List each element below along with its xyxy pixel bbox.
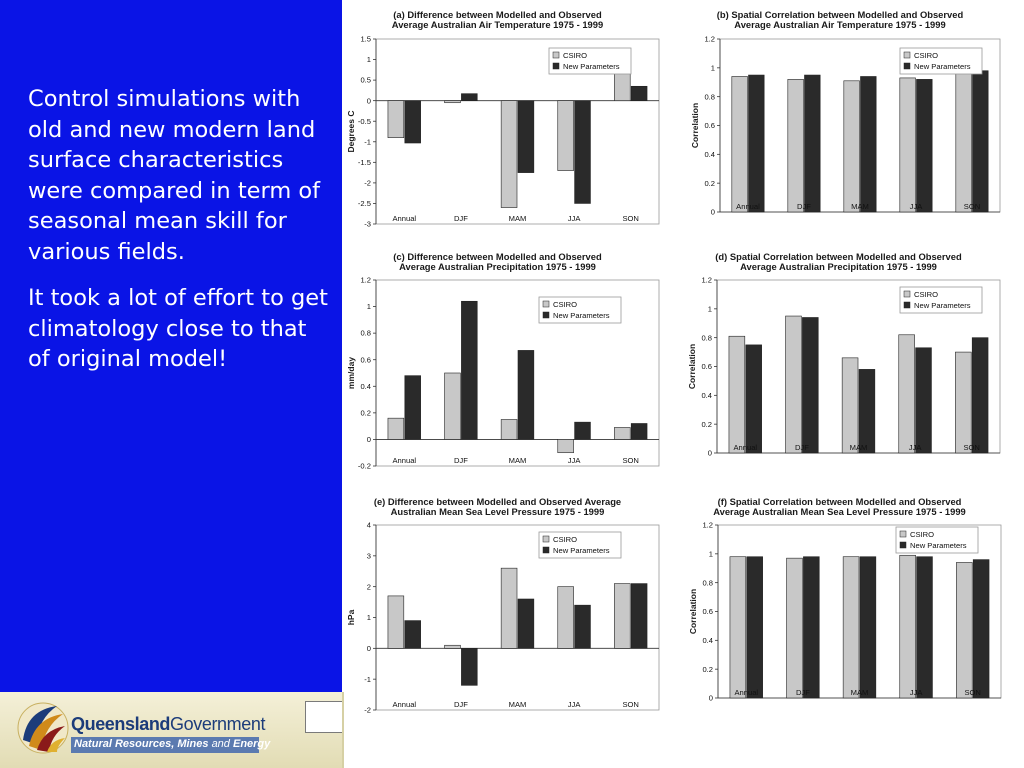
paragraph-2: It took a lot of effort to get climatology close to that of original model!	[28, 285, 328, 372]
chart-title-line: Average Australian Precipitation 1975 - 1999	[740, 261, 937, 272]
legend-entry: CSIRO	[553, 300, 578, 309]
y-tick-label: -2.5	[357, 199, 371, 209]
category-label: Annual	[736, 202, 760, 211]
bar-new-parameters	[973, 560, 989, 698]
legend-entry: New Parameters	[553, 311, 610, 320]
legend-swatch	[900, 542, 906, 548]
chart-title-line: (d) Spatial Correlation between Modelled and Observed	[715, 251, 962, 262]
bar-csiro	[729, 336, 745, 453]
chart-c-precipitation-difference	[344, 246, 664, 477]
y-tick-label: 1	[366, 302, 371, 312]
legend-swatch	[543, 301, 549, 307]
bar-csiro	[614, 584, 630, 649]
chart-e-pressure-difference	[344, 491, 664, 722]
slide-body-text	[28, 84, 328, 391]
chart-b-temperature-correlation	[686, 4, 1006, 235]
category-label: MAM	[508, 456, 527, 465]
y-tick-label: 0	[366, 96, 371, 106]
y-tick-label: 1.2	[701, 275, 712, 285]
y-tick-label: 0.6	[704, 121, 715, 131]
bar-new-parameters	[405, 621, 421, 649]
legend-entry: CSIRO	[563, 51, 588, 60]
chart-title-line: (b) Spatial Correlation between Modelled and Observed	[716, 9, 964, 20]
y-tick-label: 1	[707, 304, 712, 314]
bar-csiro	[558, 587, 574, 649]
y-axis-label: Correlation	[688, 588, 698, 635]
legend-swatch	[900, 531, 906, 537]
bar-csiro	[445, 101, 461, 103]
bar-csiro	[445, 645, 461, 648]
chart-svg	[344, 4, 664, 230]
bar-new-parameters	[860, 557, 876, 698]
category-label: SON	[622, 700, 639, 709]
category-label: Annual	[734, 688, 759, 697]
chart-title-line: Average Australian Precipitation 1975 - 1999	[399, 261, 596, 272]
bar-csiro	[730, 557, 746, 698]
bar-new-parameters	[575, 422, 591, 439]
bar-csiro	[558, 439, 574, 452]
category-label: SON	[964, 688, 981, 697]
category-label: Annual	[392, 456, 417, 465]
bar-new-parameters	[631, 86, 647, 100]
chart-a-temperature-difference	[344, 4, 664, 235]
bar-new-parameters	[575, 101, 591, 204]
y-tick-label: 0.4	[701, 390, 712, 400]
legend-entry: New Parameters	[563, 62, 620, 71]
bar-csiro	[501, 568, 517, 648]
y-tick-label: 0.8	[704, 92, 715, 102]
category-label: Annual	[392, 700, 417, 709]
bar-csiro	[445, 373, 461, 439]
category-label: JJA	[567, 214, 581, 223]
y-tick-label: 0.4	[704, 149, 715, 159]
bar-csiro	[787, 558, 803, 698]
category-label: SON	[622, 456, 639, 465]
y-tick-label: 1	[366, 613, 371, 623]
chart-title-line: Average Australian Air Temperature 1975 - 1999	[734, 19, 946, 30]
bar-csiro	[388, 101, 404, 138]
category-label: DJF	[795, 688, 810, 697]
bar-new-parameters	[859, 369, 875, 453]
bar-new-parameters	[746, 345, 762, 453]
legend-swatch	[904, 291, 910, 297]
bar-new-parameters	[747, 557, 763, 698]
bar-csiro	[900, 78, 916, 212]
y-tick-label: 1.5	[360, 34, 371, 44]
category-label: JJA	[909, 202, 923, 211]
category-label: MAM	[851, 202, 869, 211]
y-tick-label: 0.5	[360, 75, 371, 85]
bar-csiro	[786, 316, 802, 453]
y-axis-label: Correlation	[687, 343, 697, 390]
legend-swatch	[553, 63, 559, 69]
category-label: MAM	[849, 443, 868, 452]
legend-entry: New Parameters	[553, 546, 610, 555]
y-tick-label: -1.5	[357, 157, 371, 167]
bar-new-parameters	[405, 376, 421, 440]
bar-new-parameters	[749, 75, 765, 212]
legend-swatch	[904, 52, 910, 58]
y-tick-label: 0.6	[702, 607, 713, 617]
department-name-part1: Natural Resources, Mines	[74, 738, 212, 750]
chart-f-pressure-correlation	[686, 491, 1006, 722]
bar-new-parameters	[518, 599, 534, 648]
bar-new-parameters	[461, 94, 477, 101]
bar-new-parameters	[803, 557, 819, 698]
y-tick-label: 0.8	[702, 578, 713, 588]
category-label: JJA	[909, 688, 923, 697]
bar-new-parameters	[972, 338, 988, 453]
bar-csiro	[844, 81, 860, 212]
bar-new-parameters	[405, 101, 421, 143]
chart-title-line: Average Australian Air Temperature 1975 - 1999	[391, 19, 604, 30]
category-label: MAM	[850, 688, 869, 697]
bar-new-parameters	[917, 557, 933, 698]
y-tick-label: 1.2	[704, 34, 715, 44]
chart-svg	[686, 491, 1006, 717]
chart-title-line: Average Australian Mean Sea Level Pressure 1975 - 1999	[713, 506, 966, 517]
category-label: DJF	[794, 443, 809, 452]
category-label: DJF	[453, 700, 468, 709]
y-tick-label: -1	[364, 674, 371, 684]
bar-new-parameters	[861, 76, 877, 212]
queensland-emblem-icon	[17, 700, 69, 756]
bar-new-parameters	[461, 301, 477, 439]
legend-swatch	[543, 312, 549, 318]
chart-d-precipitation-correlation	[686, 246, 1006, 477]
bar-new-parameters	[973, 71, 989, 212]
y-tick-label: -3	[364, 219, 371, 229]
y-tick-label: 1.2	[702, 520, 713, 530]
legend-entry: CSIRO	[914, 290, 939, 299]
chart-svg	[344, 246, 664, 472]
category-label: DJF	[453, 456, 468, 465]
legend-entry: New Parameters	[914, 62, 971, 71]
y-tick-label: 0	[366, 435, 371, 445]
y-tick-label: 0	[366, 643, 371, 653]
category-label: JJA	[567, 456, 581, 465]
bar-csiro	[388, 596, 404, 648]
bar-new-parameters	[631, 423, 647, 439]
bar-new-parameters	[575, 605, 591, 648]
department-name-and: and	[211, 738, 230, 750]
y-tick-label: 0.2	[704, 178, 715, 188]
category-label: JJA	[908, 443, 922, 452]
chart-title-line: (a) Difference between Modelled and Observed	[393, 9, 602, 20]
y-axis-label: mm/day	[346, 356, 356, 390]
department-name	[71, 737, 271, 753]
bar-csiro	[732, 76, 748, 212]
department-name-part2: Energy	[229, 738, 271, 750]
y-axis-label: hPa	[346, 609, 356, 626]
bar-new-parameters	[631, 584, 647, 649]
y-tick-label: 1.2	[360, 275, 371, 285]
category-label: SON	[963, 443, 980, 452]
chart-svg	[344, 491, 664, 717]
legend-entry: CSIRO	[910, 530, 935, 539]
y-tick-label: 0.6	[360, 355, 371, 365]
logo-name: Queensland	[71, 714, 171, 734]
legend-entry: CSIRO	[553, 535, 578, 544]
chart-title-line: (c) Difference between Modelled and Observed	[393, 251, 602, 262]
y-tick-label: -1	[364, 137, 371, 147]
category-label: MAM	[508, 700, 527, 709]
bar-csiro	[843, 557, 859, 698]
left-panel	[0, 0, 342, 692]
y-tick-label: 0.8	[360, 328, 371, 338]
y-tick-label: 0	[708, 693, 713, 703]
legend-swatch	[904, 302, 910, 308]
y-tick-label: -2	[364, 705, 371, 715]
bar-csiro	[388, 418, 404, 439]
y-tick-label: 1	[708, 549, 713, 559]
bar-new-parameters	[518, 101, 534, 173]
y-tick-label: 0.2	[702, 664, 713, 674]
y-tick-label: 0.4	[360, 381, 371, 391]
y-tick-label: 0.8	[701, 333, 712, 343]
y-tick-label: 1	[366, 55, 371, 65]
y-axis-label: Correlation	[690, 102, 700, 149]
y-tick-label: 0.4	[702, 635, 713, 645]
legend-swatch	[543, 536, 549, 542]
bar-new-parameters	[917, 79, 933, 212]
bar-csiro	[956, 562, 972, 698]
category-label: MAM	[508, 214, 527, 223]
y-axis-label: Degrees C	[346, 110, 356, 153]
category-label: SON	[963, 202, 981, 211]
chart-svg	[686, 246, 1006, 472]
y-tick-label: 0.6	[701, 362, 712, 372]
chart-title-line: Australian Mean Sea Level Pressure 1975 - 1999	[390, 506, 605, 517]
queensland-government-logo-text	[71, 714, 265, 735]
bar-new-parameters	[805, 75, 821, 212]
bar-csiro	[614, 427, 630, 439]
y-tick-label: 0.2	[701, 419, 712, 429]
category-label: SON	[622, 214, 639, 223]
bar-csiro	[501, 101, 517, 208]
y-tick-label: 0	[710, 207, 715, 217]
legend-entry: New Parameters	[914, 301, 971, 310]
y-tick-label: 0	[707, 448, 712, 458]
bar-csiro	[501, 420, 517, 440]
chart-title-line: (e) Difference between Modelled and Observed Average	[373, 496, 622, 507]
y-tick-label: 4	[366, 520, 371, 530]
category-label: JJA	[567, 700, 581, 709]
bar-csiro	[956, 72, 972, 212]
legend-swatch	[904, 63, 910, 69]
y-tick-label: -0.2	[357, 461, 371, 471]
bar-new-parameters	[461, 648, 477, 685]
legend-entry: CSIRO	[914, 51, 939, 60]
bar-new-parameters	[518, 350, 534, 439]
category-label: Annual	[733, 443, 758, 452]
logo-suffix: Government	[170, 714, 266, 734]
legend-swatch	[543, 547, 549, 553]
y-tick-label: 2	[366, 582, 371, 592]
bar-new-parameters	[916, 348, 932, 453]
chart-title-line: (f) Spatial Correlation between Modelled and Observed	[717, 496, 962, 507]
y-tick-label: 1	[710, 63, 715, 73]
bar-csiro	[558, 101, 574, 171]
category-label: Annual	[392, 214, 417, 223]
y-tick-label: -2	[364, 178, 371, 188]
legend-entry: New Parameters	[910, 541, 967, 550]
y-tick-label: -0.5	[357, 116, 371, 126]
chart-svg	[686, 4, 1006, 230]
bar-csiro	[900, 555, 916, 698]
bar-csiro	[899, 335, 915, 453]
category-label: DJF	[797, 202, 811, 211]
footer-frame	[305, 701, 342, 733]
y-tick-label: 3	[366, 551, 371, 561]
bar-new-parameters	[802, 317, 818, 453]
bar-csiro	[955, 352, 971, 453]
legend-swatch	[553, 52, 559, 58]
bar-csiro	[788, 79, 804, 212]
y-tick-label: 0.2	[360, 408, 371, 418]
bar-csiro	[842, 358, 858, 453]
category-label: DJF	[453, 214, 468, 223]
paragraph-1: Control simulations with old and new modern land surface characteristics were compared in term of seasonal mean skill for various fields.	[28, 86, 321, 265]
